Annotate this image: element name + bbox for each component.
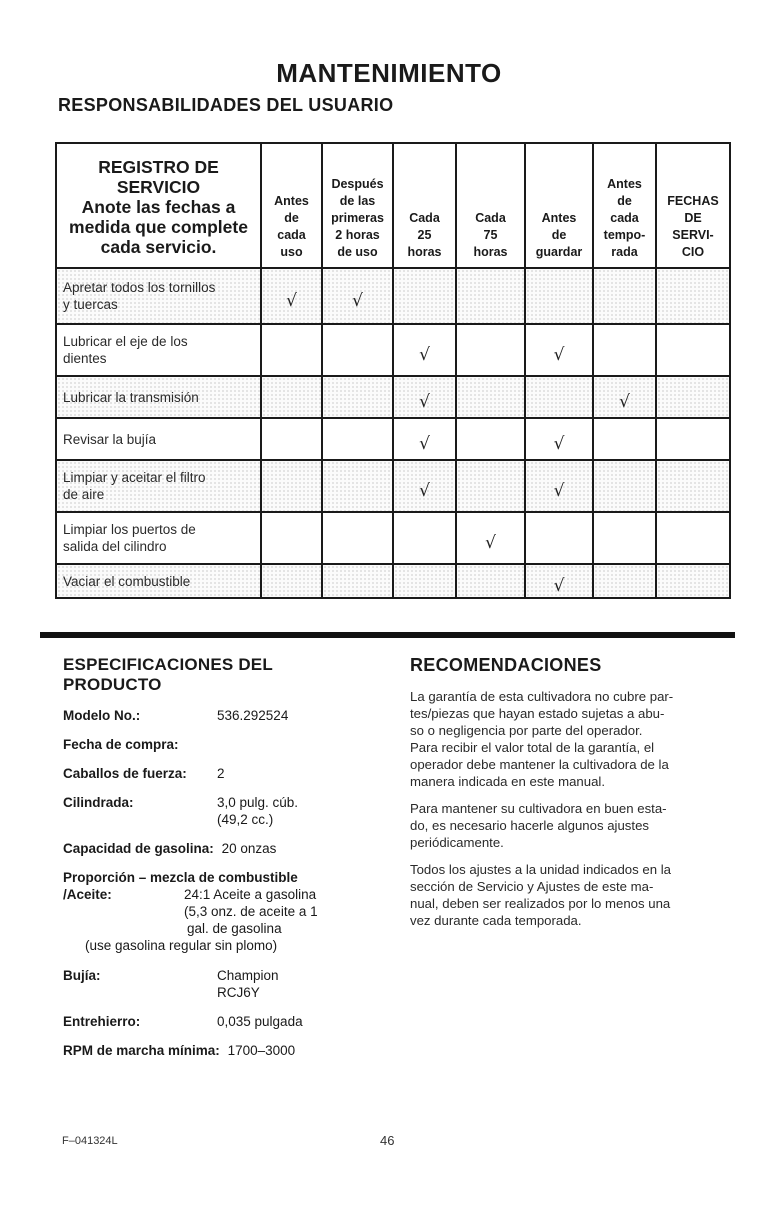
spec-displacement-label: Cilindrada: <box>63 795 134 810</box>
header-before-each-use: Antes de cada uso <box>261 143 322 268</box>
spec-model <box>63 707 363 724</box>
spec-rpm-value: 1700–3000 <box>227 1043 296 1058</box>
check-mark-icon: √ <box>419 481 430 501</box>
recommendations-heading: RECOMENDACIONES <box>410 655 602 675</box>
schedule-cell <box>261 460 322 512</box>
task-cell: Apretar todos los tornillos y tuercas <box>56 268 261 324</box>
header-service-dates: FECHAS DE SERVI- CIO <box>656 143 730 268</box>
spec-displacement-value-2: (49,2 cc.) <box>217 812 274 827</box>
schedule-cell <box>322 512 393 564</box>
schedule-cell <box>525 460 593 512</box>
page-subtitle: RESPONSABILIDADES DEL USUARIO <box>58 95 394 115</box>
schedule-cell <box>525 418 593 460</box>
schedule-cell <box>456 460 525 512</box>
table-row <box>56 324 730 376</box>
schedule-cell <box>456 418 525 460</box>
spec-mix-label-2: /Aceite: <box>63 887 112 902</box>
check-mark-icon: √ <box>419 392 430 412</box>
page-number: 46 <box>380 1133 395 1148</box>
task-cell: Lubricar la transmisión <box>56 376 261 418</box>
spec-hp-value: 2 <box>217 766 225 781</box>
schedule-cell <box>456 268 525 324</box>
schedule-cell <box>261 512 322 564</box>
section-divider <box>40 632 735 638</box>
table-row <box>56 512 730 564</box>
header-before-storage: Antes de guardar <box>525 143 593 268</box>
header-service-record: REGISTRO DE SERVICIO Anote las fechas a medida que complete cada servicio. <box>56 143 261 268</box>
table-row <box>56 564 730 598</box>
recommendation-paragraph: Todos los ajustes a la unidad indicados en la sección de Servicio y Ajustes de este ma- nual, deben ser realizados por lo menos una vez durante cada temporada. <box>410 862 671 928</box>
spec-fuel-capacity <box>63 840 363 857</box>
schedule-cell <box>593 376 656 418</box>
spec-mix-label-1: Proporción – mezcla de combustible <box>63 870 298 885</box>
spec-spark-plug <box>63 967 363 1001</box>
recommendation-paragraph: La garantía de esta cultivadora no cubre par- tes/piezas que hayan estado sujetas a abu- so o negligencia por parte del operador. Para recibir el valor total de la garantía, el operador debe mantener la cultivadora de la manera indicada en este manual. <box>410 689 674 789</box>
schedule-cell <box>656 324 730 376</box>
schedule-cell <box>456 376 525 418</box>
schedule-cell <box>593 512 656 564</box>
check-mark-icon: √ <box>619 392 630 412</box>
schedule-cell <box>322 268 393 324</box>
header-after-first-2-hours: Después de las primeras 2 horas de uso <box>322 143 393 268</box>
schedule-cell <box>656 418 730 460</box>
schedule-cell <box>656 376 730 418</box>
page-title: MANTENIMIENTO <box>276 58 502 88</box>
schedule-cell <box>456 564 525 598</box>
spec-gap <box>63 1013 363 1030</box>
spec-gap-label: Entrehierro: <box>63 1014 141 1029</box>
spec-rpm-label: RPM de marcha mínima: <box>63 1043 220 1058</box>
check-mark-icon: √ <box>485 533 496 553</box>
schedule-cell <box>593 418 656 460</box>
check-mark-icon: √ <box>419 345 430 365</box>
table-row <box>56 268 730 324</box>
schedule-cell <box>456 512 525 564</box>
schedule-cell <box>525 564 593 598</box>
specs-heading: ESPECIFICACIONES DEL PRODUCTO <box>63 655 273 694</box>
table-row <box>56 418 730 460</box>
schedule-cell <box>656 564 730 598</box>
schedule-cell <box>261 564 322 598</box>
spec-idle-rpm <box>63 1042 363 1059</box>
spec-spark-value-1: Champion <box>217 968 279 983</box>
schedule-cell <box>322 376 393 418</box>
spec-mix-value-1: 24:1 Aceite a gasolina <box>184 887 317 902</box>
schedule-cell <box>393 324 456 376</box>
schedule-cell <box>322 460 393 512</box>
spec-fuel-mix <box>63 869 363 955</box>
spec-model-value: 536.292524 <box>217 708 289 723</box>
schedule-cell <box>593 564 656 598</box>
schedule-cell <box>525 268 593 324</box>
check-mark-icon: √ <box>553 345 565 365</box>
header-every-25-hours: Cada 25 horas <box>393 143 456 268</box>
spec-displacement-value-1: 3,0 pulg. cúb. <box>217 795 299 810</box>
schedule-cell <box>322 324 393 376</box>
check-mark-icon: √ <box>286 291 297 311</box>
schedule-cell <box>656 460 730 512</box>
schedule-cell <box>593 268 656 324</box>
schedule-cell <box>393 268 456 324</box>
recommendation-paragraph: Para mantener su cultivadora en buen esta- do, es necesario hacerle algunos ajustes periódicamente. <box>410 801 667 850</box>
spec-purchase-label: Fecha de compra: <box>63 737 179 752</box>
schedule-cell <box>393 418 456 460</box>
schedule-cell <box>525 512 593 564</box>
schedule-cell <box>456 324 525 376</box>
spec-mix-value-2: (5,3 onz. de aceite a 1 <box>184 904 318 919</box>
schedule-cell <box>593 324 656 376</box>
task-cell: Limpiar los puertos de salida del cilindro <box>56 512 261 564</box>
schedule-cell <box>393 564 456 598</box>
task-cell: Vaciar el combustible <box>56 564 261 598</box>
product-specifications <box>63 655 363 1071</box>
table-row <box>56 376 730 418</box>
schedule-cell <box>322 418 393 460</box>
schedule-cell <box>261 418 322 460</box>
document-code: F–041324L <box>62 1135 118 1147</box>
recommendations <box>410 655 735 939</box>
task-cell: Revisar la bujía <box>56 418 261 460</box>
spec-horsepower <box>63 765 363 782</box>
check-mark-icon: √ <box>553 576 565 596</box>
schedule-cell <box>261 324 322 376</box>
check-mark-icon: √ <box>419 434 430 454</box>
spec-mix-value-3: gal. de gasolina <box>187 921 282 936</box>
schedule-cell <box>393 376 456 418</box>
spec-hp-label: Caballos de fuerza: <box>63 766 187 781</box>
schedule-cell <box>525 376 593 418</box>
header-every-75-hours: Cada 75 horas <box>456 143 525 268</box>
schedule-cell <box>656 512 730 564</box>
spec-spark-value-2: RCJ6Y <box>217 985 260 1000</box>
table-row <box>56 460 730 512</box>
header-before-each-season: Antes de cada tempo- rada <box>593 143 656 268</box>
task-cell: Limpiar y aceitar el filtro de aire <box>56 460 261 512</box>
spec-displacement <box>63 794 363 828</box>
schedule-cell <box>322 564 393 598</box>
check-mark-icon: √ <box>553 481 565 501</box>
spec-purchase-date <box>63 736 363 753</box>
spec-capacity-label: Capacidad de gasolina: <box>63 841 214 856</box>
schedule-cell <box>393 512 456 564</box>
spec-gap-value: 0,035 pulgada <box>217 1014 303 1029</box>
schedule-cell <box>593 460 656 512</box>
task-cell: Lubricar el eje de los dientes <box>56 324 261 376</box>
schedule-cell <box>656 268 730 324</box>
check-mark-icon: √ <box>553 434 565 454</box>
spec-model-label: Modelo No.: <box>63 708 141 723</box>
schedule-cell <box>261 376 322 418</box>
schedule-cell <box>525 324 593 376</box>
spec-spark-label: Bujía: <box>63 968 101 983</box>
spec-capacity-value: 20 onzas <box>221 841 277 856</box>
check-mark-icon: √ <box>352 291 363 311</box>
schedule-cell <box>261 268 322 324</box>
spec-mix-note: (use gasolina regular sin plomo) <box>85 938 278 953</box>
table-header-row <box>56 143 730 268</box>
maintenance-table <box>55 142 731 599</box>
schedule-cell <box>393 460 456 512</box>
